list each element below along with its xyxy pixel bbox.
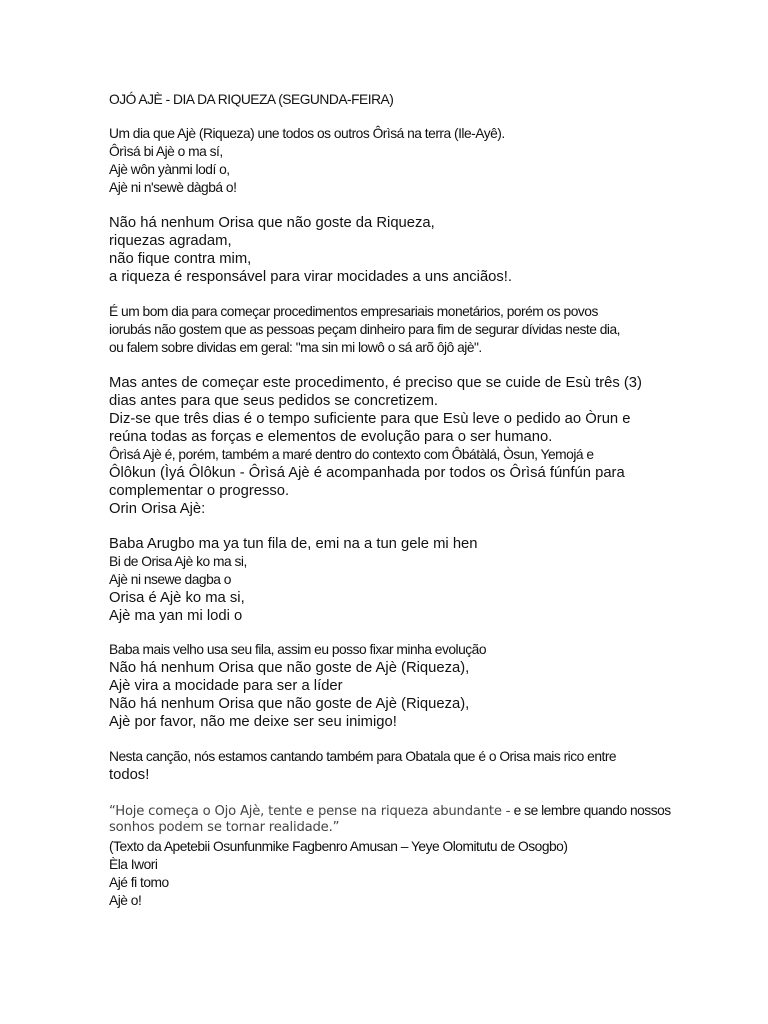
text-line: riquezas agradam, xyxy=(109,233,232,249)
text-line: reúna todas as forças e elementos de evolução para o ser humano. xyxy=(109,429,553,445)
text-line: Ajè o! xyxy=(109,893,142,908)
text-line: Não há nenhum Orisa que não goste da Riqueza, xyxy=(109,215,435,231)
text-line: iorubás não gostem que as pessoas peçam dinheiro para fim de segurar dívidas neste dia, xyxy=(109,322,621,337)
text-line: Diz-se que três dias é o tempo suficiente para que Esù leve o pedido ao Òrun e xyxy=(109,411,631,427)
text-line: Mas antes de começar este procedimento, é preciso que se cuide de Esù três (3) xyxy=(109,375,642,391)
text-line: Ajè ni n'sewè dàgbá o! xyxy=(109,180,237,195)
text-line: Orisa é Ajè ko ma si, xyxy=(109,590,245,606)
text-line: Ajè wôn yànmi lodí o, xyxy=(109,162,230,177)
text-line: É um bom dia para começar procedimentos empresariais monetários, porém os povos xyxy=(109,304,598,319)
quote-line xyxy=(109,803,671,819)
text-line: ou falem sobre dividas em geral: "ma sin mi lowô o sá arõ ôjô ajè". xyxy=(109,340,482,355)
text-line: a riqueza é responsável para virar mocidades a uns anciãos!. xyxy=(109,269,513,285)
text-line: Ajè ni nsewe dagba o xyxy=(109,572,231,587)
text-line: Ôrìsá Ajè é, porém, também a maré dentro do contexto com Ôbátàlá, Òsun, Yemojá e xyxy=(109,447,594,462)
text-line: Bi de Orisa Ajè ko ma si, xyxy=(109,554,247,569)
text-line: Ajè ma yan mi lodi o xyxy=(109,608,243,624)
text-line: Ôlôkun (Ìyá Ôlôkun - Ôrìsá Ajè é acompanhada por todos os Ôrìsá fúnfún para xyxy=(109,465,625,481)
text-line: Baba mais velho usa seu fila, assim eu posso fixar minha evolução xyxy=(109,642,487,657)
text-line: Não há nenhum Orisa que não goste de Ajè (Riqueza), xyxy=(109,696,470,712)
text-line: Nesta canção, nós estamos cantando também para Obatala que é o Orisa mais rico entre xyxy=(109,749,617,764)
text-line: todos! xyxy=(109,767,150,783)
text-line: Um dia que Ajè (Riqueza) une todos os outros Ôrìsá na terra (Ile-Ayê). xyxy=(109,126,505,141)
text-line: Ôrìsá bi Ajè o ma sí, xyxy=(109,144,223,159)
text-line: Ajè por favor, não me deixe ser seu inimigo! xyxy=(109,714,397,730)
text-line: Não há nenhum Orisa que não goste de Ajè (Riqueza), xyxy=(109,660,470,676)
quote-text: “Hoje começa o Ojo Ajè, tente e pense na riqueza abundante - xyxy=(109,804,511,819)
text-line: não fique contra mim, xyxy=(109,251,252,267)
text-line: dias antes para que seus pedidos se concretizem. xyxy=(109,393,439,409)
text-line: Ajé fi tomo xyxy=(109,875,169,890)
text-line: Orin Orisa Ajè: xyxy=(109,501,206,517)
text-line: (Texto da Apetebii Osunfunmike Fagbenro Amusan – Yeye Olomitutu de Osogbo) xyxy=(109,839,568,854)
text-line: complementar o progresso. xyxy=(109,483,290,499)
document-title: OJÓ AJÈ - DIA DA RIQUEZA (SEGUNDA-FEIRA) xyxy=(109,92,394,107)
quote-text-continued: e se lembre quando nossos xyxy=(510,803,671,818)
text-line: Baba Arugbo ma ya tun fila de, emi na a tun gele mi hen xyxy=(109,536,478,552)
quote-line: sonhos podem se tornar realidade.” xyxy=(109,820,340,835)
text-line: Èla Iwori xyxy=(109,857,158,872)
text-line: Ajè vira a mocidade para ser a líder xyxy=(109,678,343,694)
